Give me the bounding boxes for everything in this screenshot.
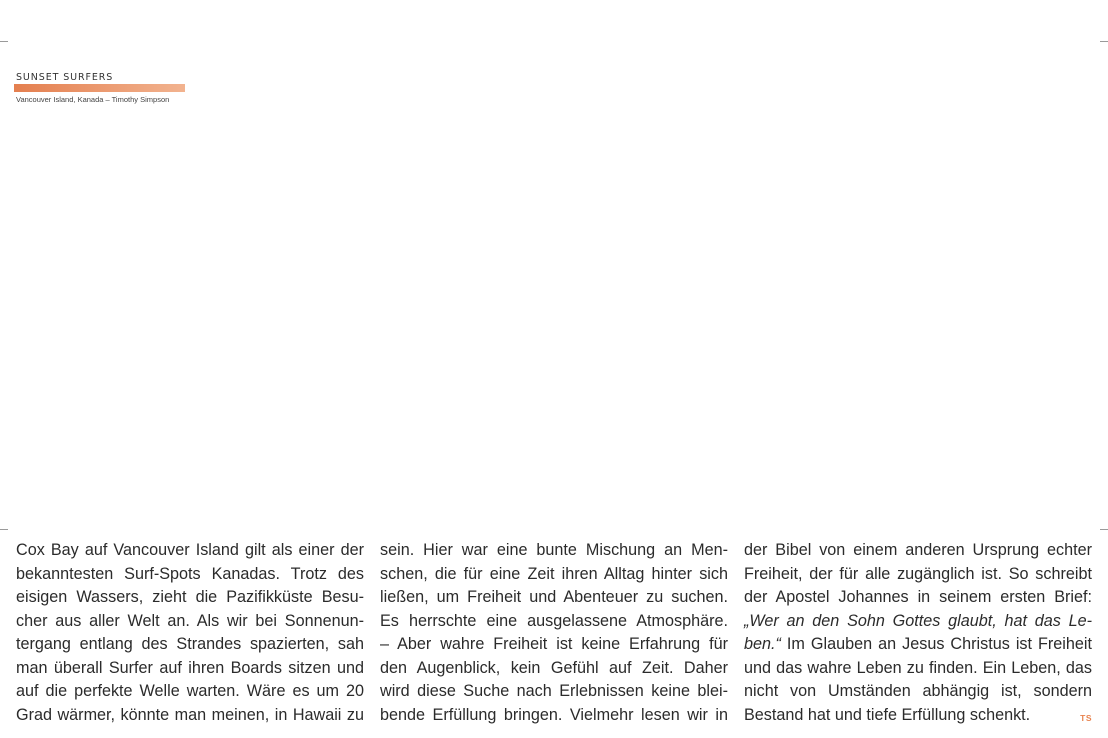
author-folio: TS — [1080, 713, 1092, 723]
body-line: man überall Surfer auf ihren Boards sitzen und — [16, 658, 364, 677]
photo-caption: Vancouver Island, Kanada – Timothy Simpson — [16, 95, 170, 104]
body-line: den Augenblick, kein Gefühl auf Zeit. Daher — [380, 658, 728, 677]
crop-mark-top-left — [0, 41, 8, 42]
article-title: SUNSET SURFERS — [16, 72, 114, 83]
bible-quote-end: ben.“ — [744, 635, 781, 653]
body-text: Im Glauben an Jesus Christus ist Freiheit — [780, 635, 1092, 653]
body-line: ließen, um Freiheit und Abenteuer zu suchen. — [380, 588, 728, 606]
body-line: cher aus aller Welt an. Als wir bei Sonnenun- — [16, 611, 364, 630]
article-body — [16, 539, 1092, 727]
crop-mark-bottom-right — [1100, 529, 1108, 530]
bible-quote-line — [744, 610, 1092, 634]
body-line: und das wahre Leben zu finden. Ein Leben, das — [744, 658, 1092, 677]
body-line: nicht von Umständen abhängig ist, sondern — [744, 682, 1092, 700]
article-header — [14, 72, 186, 104]
body-line: wird diese Suche nach Erlebnissen keine blei- — [380, 682, 728, 700]
body-line: der Bibel von einem anderen Ursprung echter — [744, 541, 1092, 559]
body-line: bende Erfüllung bringen. Vielmehr lesen wir in — [380, 705, 728, 724]
body-line: bekanntesten Surf-Spots Kanadas. Trotz des — [16, 564, 364, 583]
body-line: eisigen Wassers, zieht die Pazifikküste Besu- — [16, 588, 364, 606]
body-line: Es herrschte eine ausgelassene Atmosphäre. — [380, 611, 728, 630]
body-line: sein. Hier war eine bunte Mischung an Men- — [380, 541, 728, 559]
body-line: auf die perfekte Welle warten. Wäre es um 20 — [16, 682, 364, 700]
crop-mark-bottom-left — [0, 529, 8, 530]
body-line — [744, 633, 1092, 657]
body-line: der Apostel Johannes in seinem ersten Brief: — [744, 588, 1092, 606]
text-column-2 — [380, 539, 728, 727]
text-column-1 — [16, 539, 364, 727]
body-line: Bestand hat und tiefe Erfüllung schenkt. — [744, 705, 1031, 724]
body-line: Freiheit, der für alle zugänglich ist. So schreibt — [744, 564, 1092, 583]
body-line: Cox Bay auf Vancouver Island gilt als einer der — [16, 541, 364, 559]
body-line: Grad wärmer, könnte man meinen, in Hawaii zu — [16, 705, 364, 724]
body-line: schen, die für eine Zeit ihren Alltag hinter sich — [380, 564, 728, 583]
crop-mark-top-right — [1100, 41, 1108, 42]
body-line: tergang entlang des Strandes spazierten, sah — [16, 635, 364, 653]
text-column-3 — [744, 539, 1092, 727]
accent-bar — [14, 84, 185, 92]
body-line: – Aber wahre Freiheit ist keine Erfahrung für — [380, 635, 728, 653]
bible-quote: „Wer an den Sohn Gottes glaubt, hat das Le- — [744, 611, 1092, 630]
